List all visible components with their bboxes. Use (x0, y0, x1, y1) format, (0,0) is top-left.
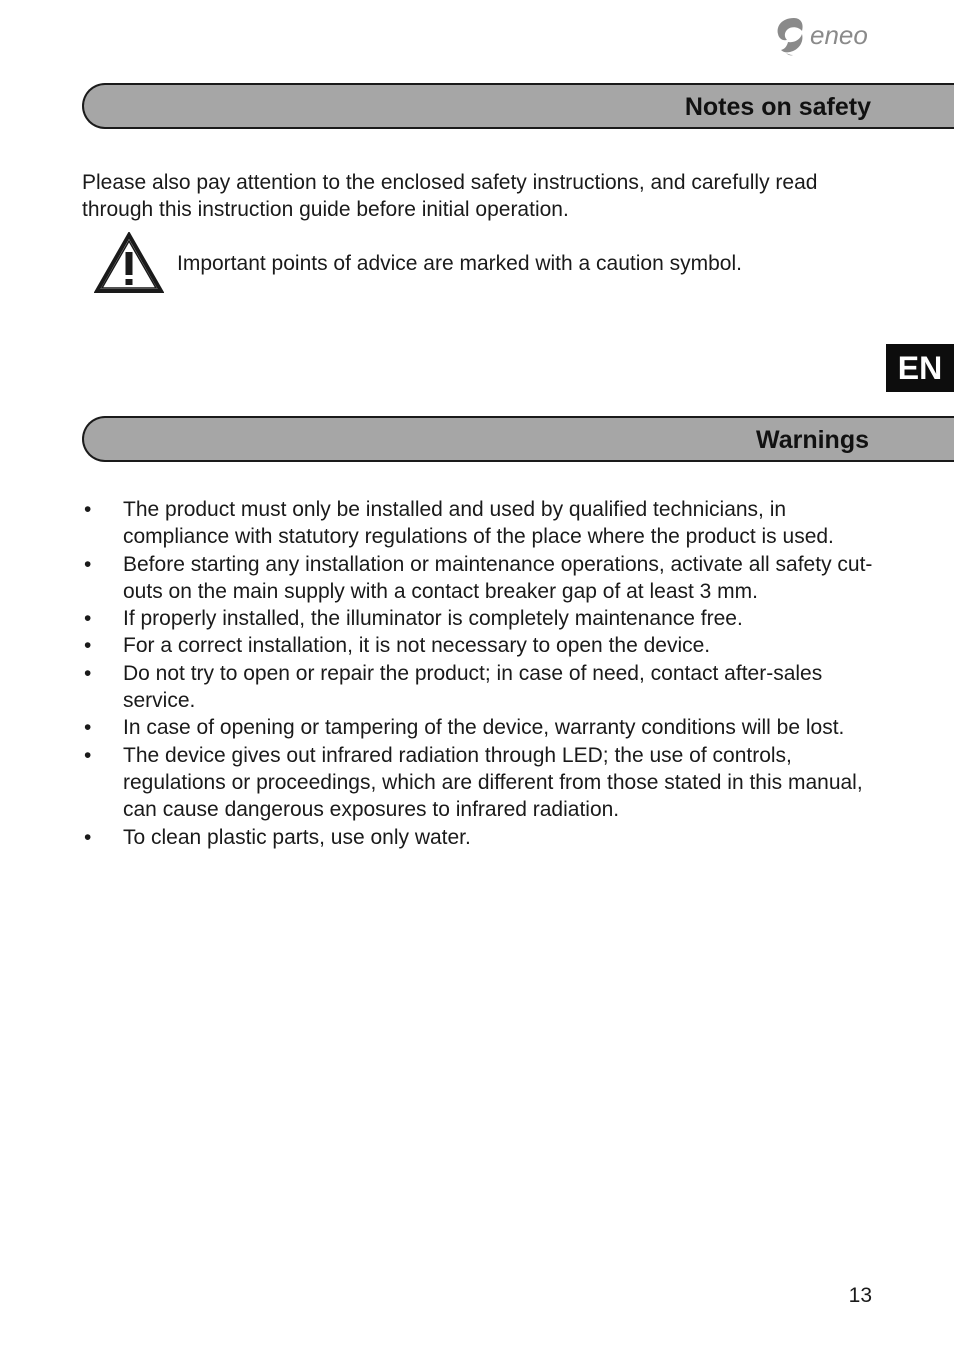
list-item-text: Before starting any installation or maintenance operations, activate all safety cut-outs on the main supply with a contact breaker gap of at least 3 mm. (123, 552, 873, 603)
list-item-text: In case of opening or tampering of the device, warranty conditions will be lost. (123, 716, 845, 740)
caution-note-text: Important points of advice are marked with a caution symbol. (177, 252, 742, 275)
section-title-safety: Notes on safety (684, 93, 871, 121)
list-item-text: The device gives out infrared radiation through LED; the use of controls, regulations or proceedings, which are different from those stated in this manual, can cause dangerous exposures to infrared radiation. (123, 743, 863, 822)
list-item-text: Do not try to open or repair the product; in case of need, contact after-sales service. (123, 661, 823, 713)
list-item (82, 714, 874, 741)
safety-intro-paragraph: Please also pay attention to the enclosed safety instructions, and carefully read through this instruction guide before initial operation. (82, 171, 818, 221)
bullet: • (84, 498, 92, 521)
caution-triangle-icon (94, 232, 164, 294)
bullet: • (84, 661, 92, 685)
bullet: • (84, 825, 92, 849)
eneo-swirl-logo-icon (774, 16, 808, 56)
section-header-safety (82, 83, 954, 129)
list-item-text: For a correct installation, it is not necessary to open the device. (123, 634, 711, 658)
list-item (82, 824, 874, 851)
section-header-warnings (82, 416, 954, 462)
bullet: • (84, 634, 92, 658)
list-item-text: To clean plastic parts, use only water. (123, 825, 471, 849)
logo-wordmark: eneo (810, 20, 868, 50)
page-number: 13 (848, 1284, 872, 1307)
warnings-list (82, 496, 874, 851)
list-item-text: If properly installed, the illuminator is completely maintenance free. (123, 607, 743, 631)
section-title-warnings: Warnings (756, 426, 869, 454)
list-item (82, 742, 874, 824)
language-tab: EN (886, 344, 954, 392)
bullet: • (84, 716, 92, 740)
list-item (82, 605, 874, 632)
list-item (82, 496, 874, 551)
list-item (82, 660, 874, 715)
bullet: • (84, 552, 92, 576)
brand-logo (774, 16, 884, 60)
list-item (82, 632, 874, 659)
bullet: • (84, 743, 92, 767)
list-item-text: The product must only be installed and used by qualified technicians, in compliance with statutory regulations of the place where the product is used. (123, 498, 834, 549)
bullet: • (84, 607, 92, 631)
caution-note (94, 232, 874, 296)
list-item (82, 551, 874, 606)
